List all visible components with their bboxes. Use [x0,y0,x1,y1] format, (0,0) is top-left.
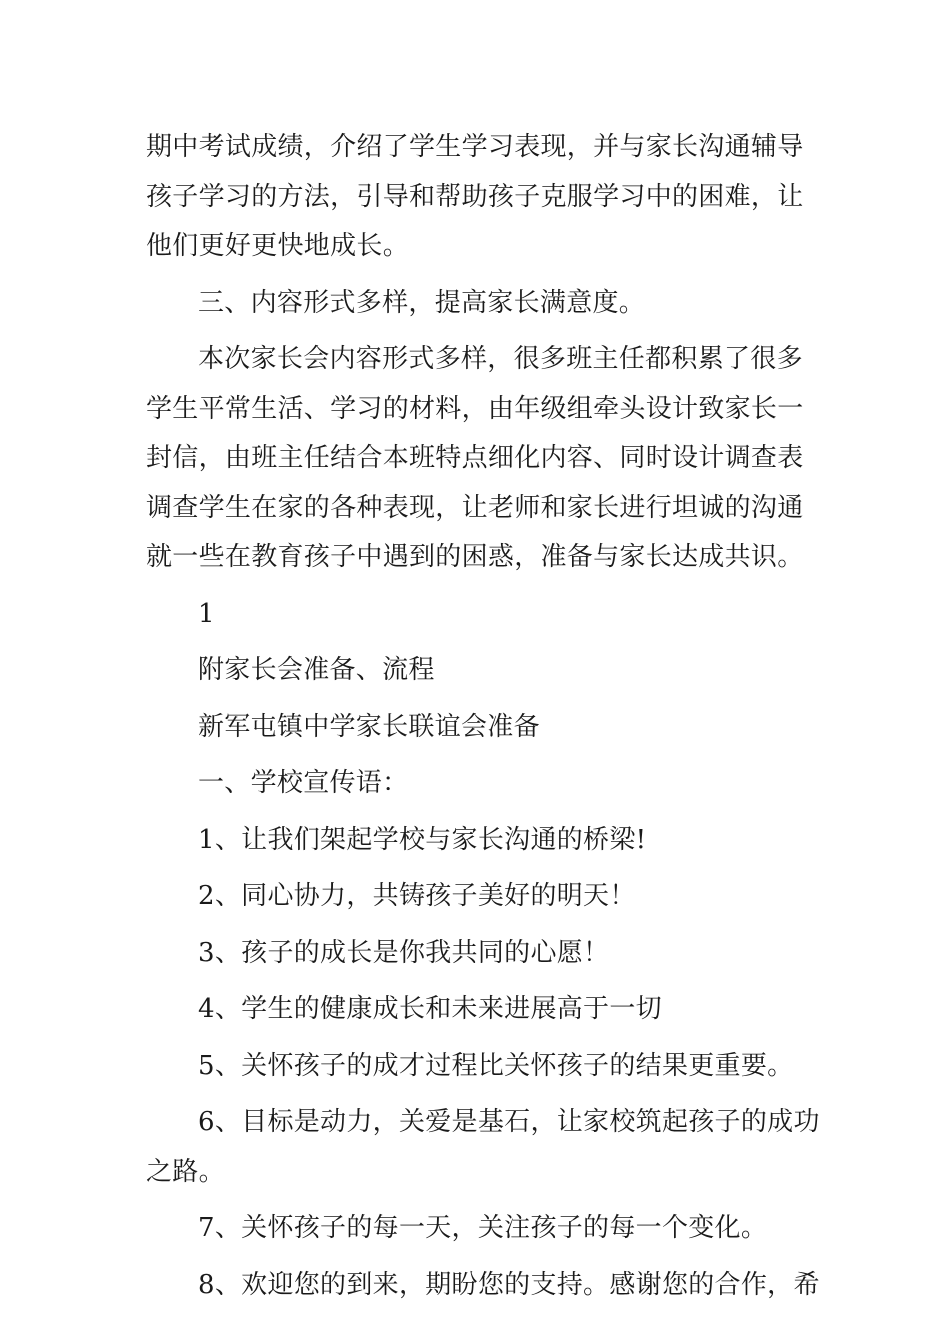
text-line: 1 [198,598,215,629]
text-line: 6、目标是动力，关爱是基石，让家校筑起孩子的成功 [198,1107,820,1137]
text-line: 学生平常生活、学习的材料，由年级组牵头设计致家长一 [146,393,804,424]
text-line: 4、学生的健康成长和未来进展高于一切 [198,994,662,1024]
paragraph-p7 [146,759,806,809]
text-line: 1、让我们架起学校与家长沟通的桥梁! [198,824,647,855]
paragraph-p14 [146,1204,806,1254]
paragraph-p12 [146,1042,806,1092]
text-line: 期中考试成绩，介绍了学生学习表现，并与家长沟通辅导 [146,132,804,162]
text-line: 3、孩子的成长是你我共同的心愿！ [198,937,610,968]
paragraph-p11 [146,985,806,1035]
text-line: 2、同心协力，共铸孩子美好的明天！ [198,881,636,911]
paragraph-p3 [146,335,806,583]
paragraph-p4 [146,590,806,640]
text-line: 他们更好更快地成长。 [146,231,410,261]
paragraph-p15 [146,1261,820,1311]
document-body [146,123,820,1317]
paragraph-p6 [146,703,806,753]
text-line: 8、欢迎您的到来，期盼您的支持。感谢您的合作，希 [198,1269,820,1300]
text-line: 三、内容形式多样，提高家长满意度。 [198,287,646,318]
text-line: 附家长会准备、流程 [198,655,435,685]
text-line: 本次家长会内容形式多样，很多班主任都积累了很多 [198,344,803,374]
paragraph-p2 [146,279,806,329]
text-line: 一、学校宣传语： [198,768,409,798]
text-line: 5、关怀孩子的成才过程比关怀孩子的结果更重要。 [198,1050,794,1081]
paragraph-p5 [146,646,806,696]
text-line: 7、关怀孩子的每一天，关注孩子的每一个变化。 [198,1213,768,1243]
paragraph-p10 [146,929,806,979]
text-line: 孩子学习的方法，引导和帮助孩子克服学习中的困难，让 [146,181,804,212]
text-line: 封信，由班主任结合本班特点细化内容、同时设计调查表 [146,443,804,473]
paragraph-p9 [146,872,806,922]
text-line: 新军屯镇中学家长联谊会准备 [198,711,540,742]
text-line: 之路。 [146,1156,225,1187]
paragraph-p8 [146,816,806,866]
text-line: 调查学生在家的各种表现，让老师和家长进行坦诚的沟通 [146,492,804,523]
paragraph-p1 [146,123,806,272]
paragraph-p13 [146,1098,820,1197]
text-line: 就一些在教育孩子中遇到的困惑，准备与家长达成共识。 [146,542,804,572]
